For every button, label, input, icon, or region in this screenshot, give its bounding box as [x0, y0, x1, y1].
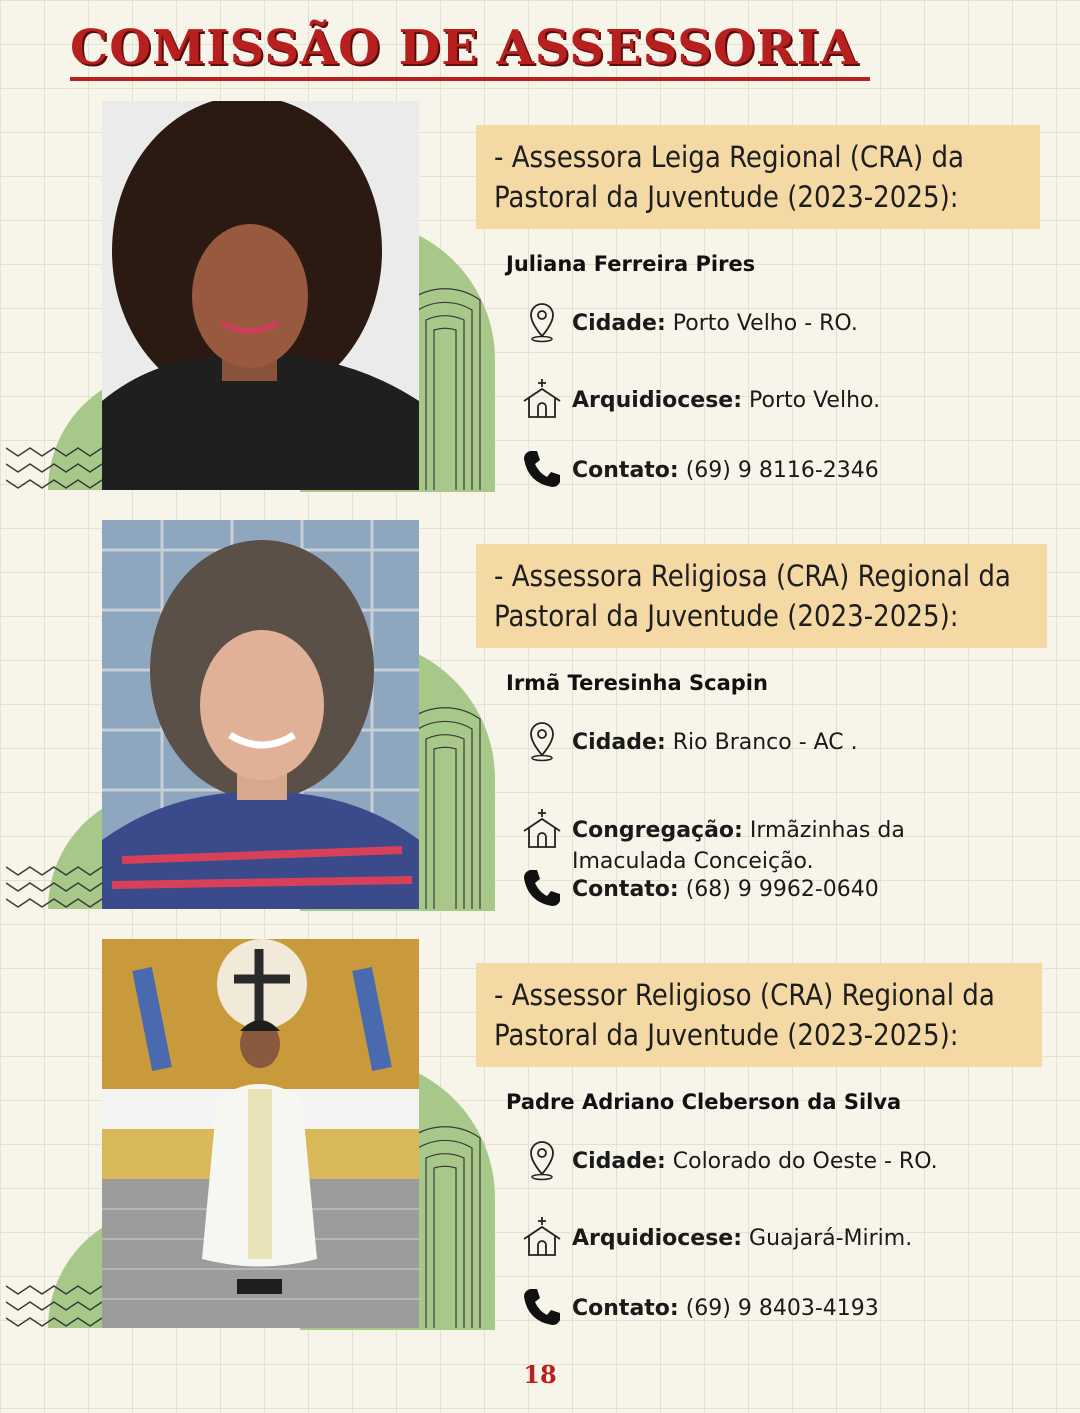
contact-value: (68) 9 9962-0640 [685, 877, 879, 902]
archdiocese-label: Arquidiocese: [572, 388, 743, 413]
advisor-photo [102, 101, 419, 490]
role-title [476, 125, 1040, 229]
advisor-name: Juliana Ferreira Pires [506, 252, 756, 276]
role-title [476, 544, 1047, 648]
map-pin-icon [520, 719, 564, 763]
archdiocese-row [520, 385, 970, 421]
city-label: Cidade: [572, 1149, 666, 1174]
city-value: Porto Velho - RO. [672, 311, 858, 336]
phone-icon [520, 447, 564, 491]
advisor-name: Irmã Teresinha Scapin [506, 671, 768, 695]
contact-row [520, 1293, 970, 1329]
map-pin-icon [520, 1138, 564, 1182]
decorative-zigzag [6, 440, 106, 492]
congregation-label: Congregação: [572, 818, 743, 843]
advisor-card-3 [0, 938, 1080, 1338]
role-title [476, 963, 1042, 1067]
contact-row [520, 874, 970, 910]
congregation-value: Irmãzinhas da Imaculada Conceição. [572, 818, 905, 874]
archdiocese-label: Arquidiocese: [572, 1226, 743, 1251]
contact-label: Contato: [572, 877, 679, 902]
advisor-card-2 [0, 519, 1080, 919]
city-label: Cidade: [572, 730, 666, 755]
church-house-icon [520, 377, 564, 421]
advisor-card-1 [0, 100, 1080, 500]
city-row [520, 727, 970, 763]
page-number: 18 [523, 1360, 557, 1389]
role-line-1: - Assessora Leiga Regional (CRA) da [494, 140, 965, 174]
advisor-photo [102, 939, 419, 1328]
role-line-2: Pastoral da Juventude (2023-2025): [494, 180, 959, 214]
archdiocese-row [520, 1223, 970, 1259]
role-line-1: - Assessora Religiosa (CRA) Regional da [494, 559, 1011, 593]
advisor-photo [102, 520, 419, 909]
contact-label: Contato: [572, 458, 679, 483]
contact-row [520, 455, 970, 491]
contact-value: (69) 9 8116-2346 [685, 458, 879, 483]
role-line-1: - Assessor Religioso (CRA) Regional da [494, 978, 995, 1012]
church-house-icon [520, 807, 564, 851]
archdiocese-value: Guajará-Mirim. [749, 1226, 913, 1251]
advisor-name: Padre Adriano Cleberson da Silva [506, 1090, 902, 1114]
page-title: COMISSÃO DE ASSESSORIA [70, 22, 870, 81]
contact-value: (69) 9 8403-4193 [685, 1296, 879, 1321]
role-line-2: Pastoral da Juventude (2023-2025): [494, 599, 959, 633]
contact-label: Contato: [572, 1296, 679, 1321]
city-value: Rio Branco - AC . [672, 730, 858, 755]
city-label: Cidade: [572, 311, 666, 336]
role-line-2: Pastoral da Juventude (2023-2025): [494, 1018, 959, 1052]
church-house-icon [520, 1215, 564, 1259]
archdiocese-value: Porto Velho. [749, 388, 881, 413]
city-value: Colorado do Oeste - RO. [672, 1149, 938, 1174]
decorative-zigzag [6, 859, 106, 911]
city-row [520, 308, 970, 344]
congregation-row [520, 815, 970, 877]
city-row [520, 1146, 970, 1182]
decorative-zigzag [6, 1278, 106, 1330]
map-pin-icon [520, 300, 564, 344]
phone-icon [520, 1285, 564, 1329]
phone-icon [520, 866, 564, 910]
